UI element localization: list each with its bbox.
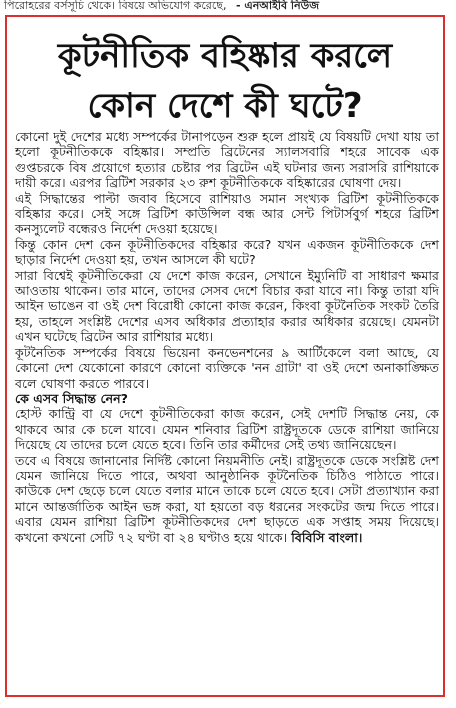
- top-strip-text: পিরোহরের বর্সসূচি থেকে। বিষয়ে অভিযোগ করেছে,: [4, 0, 227, 12]
- paragraph-2: এই সিদ্ধান্তের পাল্টা জবাব হিসেবে রাশিয়াও সমান সংখ্যক ব্রিটিশ কূটনীতিককে বহিষ্কার করে। সেই সঙ্গে ব্রিটিশ কাউন্সিল বন্ধ আর সেন্ট পিটার্সবুর্গ শহরে ব্রিটিশ কনস্যুলেট বন্ধেরও নির্দেশ দেওয়া হয়েছে।: [15, 190, 439, 237]
- headline-line-2: কোন দেশে কী ঘটে?: [87, 86, 363, 126]
- headline-line-1: কূটনীতিক বহিষ্কার করলে: [57, 36, 393, 76]
- paragraph-4: সারা বিশ্বেই কূটনীতিকেরা যে দেশে কাজ করেন, সেখানে ইম্যুনিটি বা সাধারণ ক্ষমার আওতায় থাকেন। তার মানে, তাদের সেসব দেশে বিচার করা যাবে না। কিন্তু তারা যদি আইন ভাঙেন বা ওই দেশ বিরোধী কোনো কাজ করেন, কিংবা কূটনৈতিক সংকট তৈরি হয়, তাহলে সংশ্লিষ্ট দেশের এসব অধিকার প্রত্যাহার করার অধিকার রয়েছে। যেমনটা এখন ঘটেছে ব্রিটেন আর রাশিয়ার মধ্যে।: [15, 267, 439, 345]
- article-headline: [15, 31, 435, 131]
- top-strip: [0, 0, 456, 14]
- paragraph-5: কূটনৈতিক সম্পর্কের বিষয়ে ভিয়েনা কনভেনশনের ৯ আর্টিকেলে বলা আছে, যে কোনো দেশ যেকোনো কারণে কোনো ব্যক্তিকে 'নন গ্রাটা' বা ওই দেশে অনাকাঙ্ক্ষিত বলে ঘোষণা করতে পারবে।: [15, 344, 439, 391]
- paragraph-7-text: তবে এ বিষয়ে জানানোর নির্দিষ্ট কোনো নিয়মনীতি নেই। রাষ্ট্রদূতকে ডেকে সংশ্লিষ্ট দেশ যেমন জানিয়ে দিতে পারে, অথবা আনুষ্ঠানিক কূটনৈতিক চিঠিও পাঠাতে পারে। কাউকে দেশ ছেড়ে চলে যেতে বলার মানে তাকে চলে যেতে হবে। সেটা প্রত্যাখ্যান করা মানে আন্তর্জাতিক আইন ভঙ্গ করা, যা হয়তো বড় ধরনের সংকটের জন্ম দিতে পারে। এবার যেমন রাশিয়া ব্রিটিশ কূটনীতিকদের দেশ ছাড়তে এক সপ্তাহ সময় দিয়েছে। কখনো কখনো সেটি ৭২ ঘণ্টা বা ২৪ ঘণ্টাও হয়ে থাকে।: [15, 452, 439, 545]
- paragraph-7: [15, 453, 439, 545]
- paragraph-3: কিন্তু কোন দেশ কেন কূটনীতিকদের বহিষ্কার করে? যখন একজন কূটনীতিককে দেশ ছাড়ার নির্দেশ দেওয়া হয়, তখন আসলে কী ঘটে?: [15, 236, 439, 268]
- subheading: কে এসব সিদ্ধান্ত নেন?: [15, 390, 128, 406]
- article-body: [15, 129, 439, 545]
- article-frame: [5, 15, 445, 697]
- paragraph-6: হোস্ট কান্ট্রি বা যে দেশে কূটনীতিকেরা কাজ করেন, সেই দেশটি সিদ্ধান্ত নেয়, কে থাকবে আর কে চলে যাবে। যেমন শনিবার ব্রিটিশ রাষ্ট্রদূতকে ডেকে রাশিয়া জানিয়ে দিয়েছে যে তাদের চলে যেতে হবে। তিনি তার কর্মীদের সেই তথ্য জানিয়েছেন।: [15, 406, 439, 453]
- source-credit: বিবিসি বাংলা।: [291, 529, 363, 545]
- paragraph-1: কোনো দুই দেশের মধ্যে সম্পর্কের টানাপড়েন শুরু হলে প্রায়ই যে বিষয়টি দেখা যায় তা হলো কূটনীতিককে বহিষ্কার। সম্প্রতি ব্রিটেনের স্যালসবারি শহরে সাবেক এক গুপ্তচরকে বিষ প্রয়োগে হত্যার চেষ্টার পর ব্রিটেন এই ঘটনার জন্য সরাসরি রাশিয়াকে দায়ী করে। এরপর ব্রিটিশ সরকার ২৩ রুশ কূটনীতিককে বহিষ্কারের ঘোষণা দেয়।: [15, 129, 439, 191]
- top-strip-brand: - এনআইবি নিউজ: [235, 0, 320, 12]
